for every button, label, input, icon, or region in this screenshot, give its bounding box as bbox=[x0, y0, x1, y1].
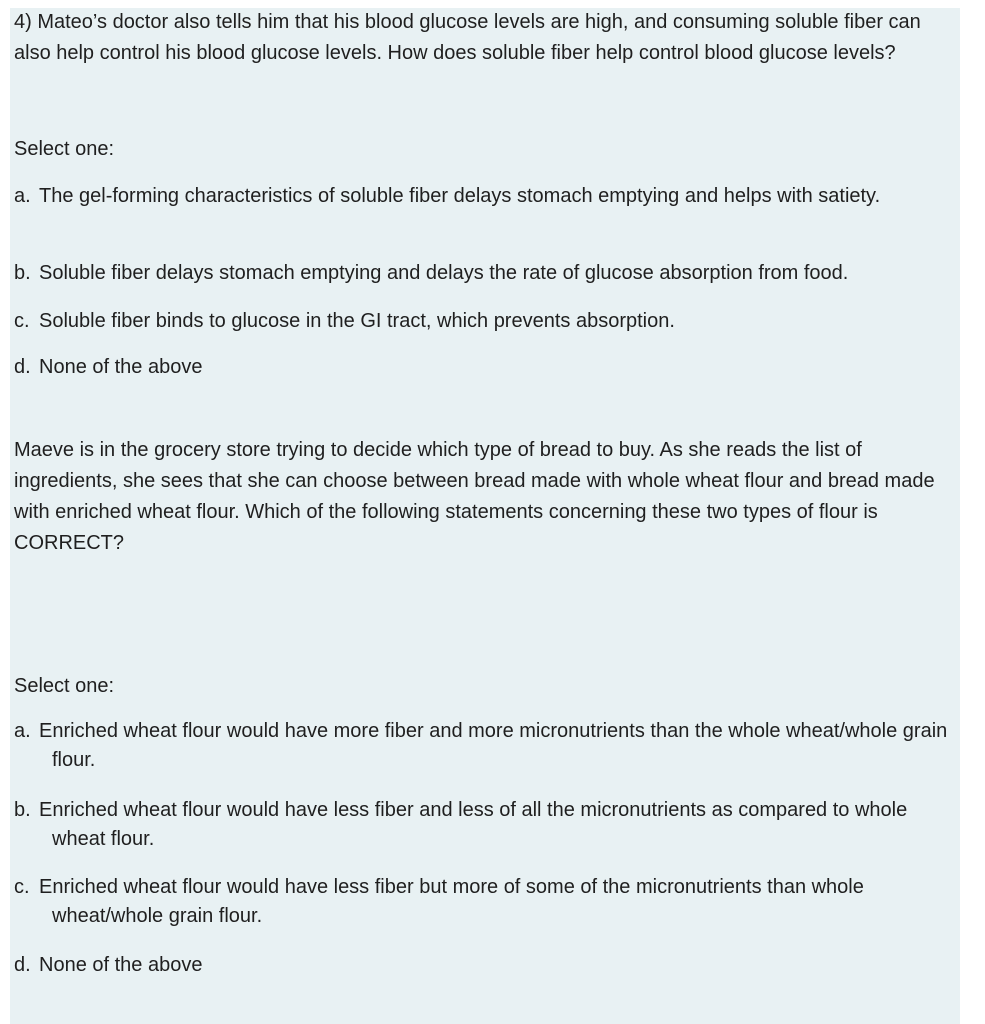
question-2-option-c[interactable] bbox=[14, 873, 964, 931]
question-2-select-label: Select one: bbox=[14, 675, 115, 697]
question-1-option-c[interactable] bbox=[14, 307, 964, 336]
question-1-option-d[interactable] bbox=[14, 353, 964, 382]
option-text: Enriched wheat flour would have less fiber and less of all the micronutrients as compared to whole wheat flour. bbox=[39, 799, 908, 850]
question-1-option-a[interactable] bbox=[14, 182, 964, 211]
option-letter: a. bbox=[14, 720, 31, 742]
option-text: Enriched wheat flour would have less fiber but more of some of the micronutrients than whole wheat/whole grain flour. bbox=[39, 876, 864, 927]
option-text: None of the above bbox=[39, 954, 203, 976]
option-letter: d. bbox=[14, 356, 31, 378]
option-letter: b. bbox=[14, 262, 31, 284]
question-1-select-label: Select one: bbox=[14, 138, 115, 160]
option-letter: a. bbox=[14, 185, 31, 207]
option-letter: b. bbox=[14, 799, 31, 821]
question-2-option-a[interactable] bbox=[14, 717, 964, 775]
option-letter: c. bbox=[14, 310, 30, 332]
option-letter: c. bbox=[14, 876, 30, 898]
question-2-option-d[interactable] bbox=[14, 951, 964, 980]
option-text: Enriched wheat flour would have more fiber and more micronutrients than the whole wheat/whole grain flour. bbox=[39, 720, 948, 771]
question-1-option-b[interactable] bbox=[14, 259, 964, 288]
option-text: None of the above bbox=[39, 356, 203, 378]
option-letter: d. bbox=[14, 954, 31, 976]
option-text: Soluble fiber binds to glucose in the GI tract, which prevents absorption. bbox=[39, 310, 675, 332]
question-2-text: Maeve is in the grocery store trying to decide which type of bread to buy. As she reads the list of ingredients, she sees that she can choose between bread made with whole wheat flour and bread made with enriched wheat flour. Which of the following statements concerning these two types of flour is CORRECT? bbox=[14, 439, 935, 554]
option-text: The gel-forming characteristics of soluble fiber delays stomach emptying and helps with satiety. bbox=[39, 185, 881, 207]
option-text: Soluble fiber delays stomach emptying and delays the rate of glucose absorption from food. bbox=[39, 262, 849, 284]
question-1-text: 4) Mateo’s doctor also tells him that his blood glucose levels are high, and consuming soluble fiber can also help control his blood glucose levels. How does soluble fiber help control blood glucose levels? bbox=[14, 11, 921, 64]
question-2-option-b[interactable] bbox=[14, 796, 964, 854]
